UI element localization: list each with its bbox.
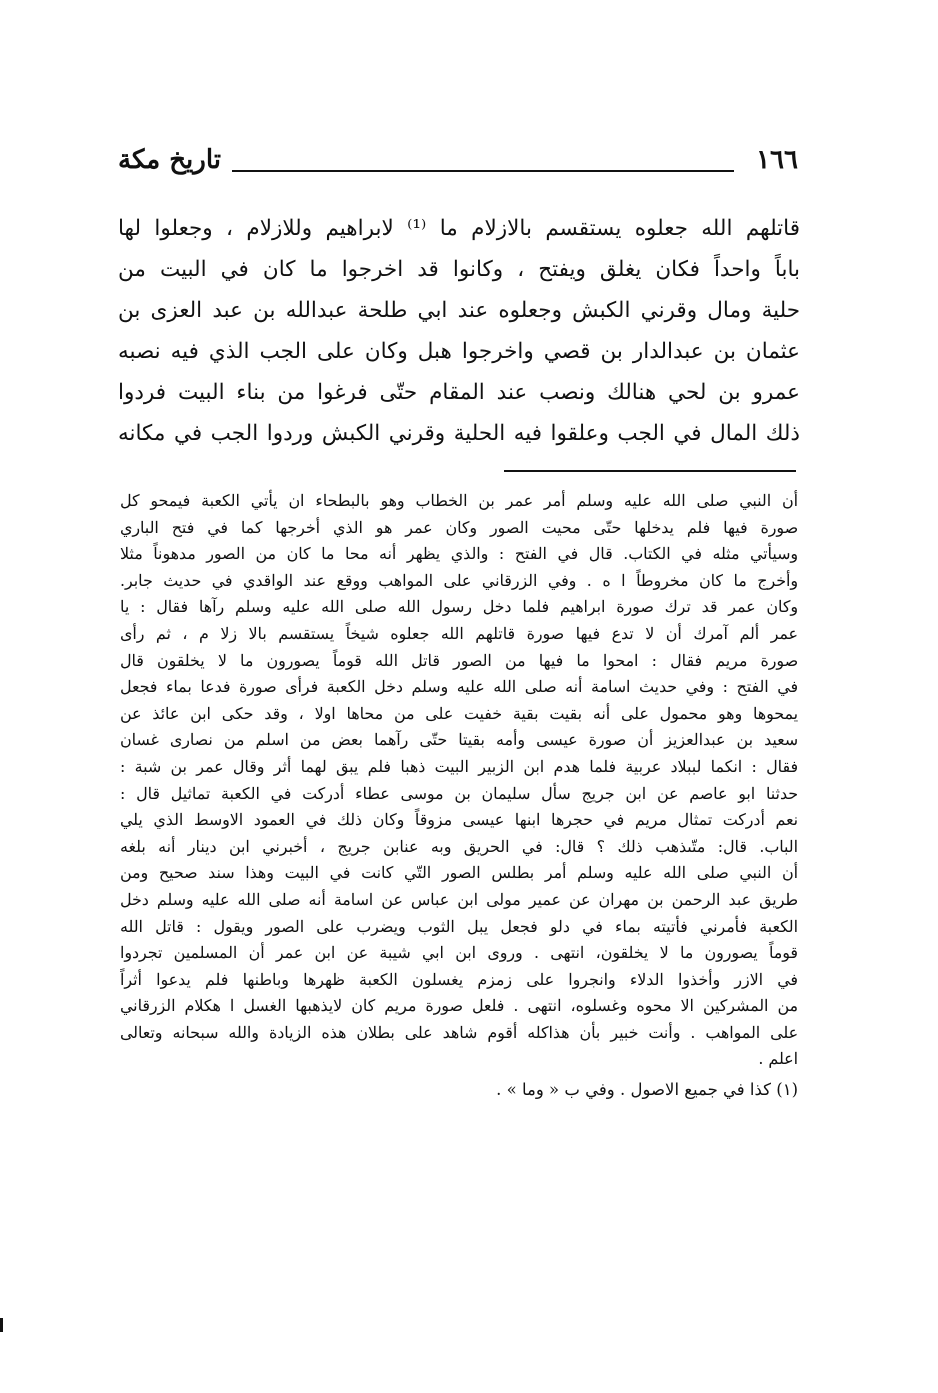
main-text-block xyxy=(118,208,800,454)
footnote-line: من المشركين الا محوه وغسلوه، انتهى . فلعل صورة مريم كان لايذهبها الغسل ا هكلام الزرقاني xyxy=(120,996,798,1016)
main-text-line: باباً واحداً فكان يغلق ويفتح ، وكانوا قد اخرجوا ما كان في البيت من xyxy=(118,257,800,282)
footnote-line: وأخرج ما كان مخروطاً ا ه . وفي الزرقاني على المواهب ووقع عند الواقدي في حديث جابر. xyxy=(120,570,798,590)
footnote-line: نعم أدركت تمثال مريم في حجرها ابنها عيسى مزوقاً وكان ذلك في العمود الاوسط الذي يلي xyxy=(120,810,798,830)
footnote-line: وكان عمر قد ترك صورة ابراهيم فلما دخل رسول الله صلى الله عليه وسلم رآها فقال : يا xyxy=(120,597,798,617)
footnote-line: حدثنا ابو عاصم عن ابن جريج سأل سليمان بن موسى عطاء أدركت في الكعبة تماثيل قال : xyxy=(120,783,798,803)
main-text-line: عمرو بن لحي هنالك ونصب عند المقام حتّى فرغوا من بناء البيت فردوا xyxy=(118,380,800,405)
numbered-footnote: (١) كذا في جميع الاصول . وفي ب « وما » . xyxy=(496,1080,798,1100)
footnote-line: عمر ألم آمرك أن لا تدع فيها صورة قاتلهم الله جعلوه شيخاً يستقسم بالا زلا م ، ثم رأى xyxy=(120,623,798,643)
footnote-line: الباب. قال: متّىذهب ذلك ؟ قال: في الحريق وبه عنابن جريج ، أخبرني ابن دينار أنه بلغه xyxy=(120,836,798,856)
header-rule xyxy=(232,170,734,172)
main-text-line: حلية ومال وقرني الكبش وجعلوه عند ابي طلحة عبدالله بن عبد العزى بن xyxy=(118,298,800,323)
main-text-line: قاتلهم الله جعلوه يستقسم بالازلام ما ⁽¹⁾ لابراهيم وللازلام ، وجعلوا لها xyxy=(118,216,800,241)
footnote-line: اعلم . xyxy=(758,1049,798,1069)
footnote-line: على المواهب . وأنت خبير بأن هذاكله أقوم شاهد على بطلان هذه الزيادة والله سبحانه وتعالى xyxy=(120,1022,798,1042)
footnote-line: قوماً يصورون ما لا يخلقون، انتهى . وروى ابن ابي شيبة عن ابن عمر أن المسلمين تجردوا xyxy=(120,943,798,963)
footnote-line: صورة فيها فلم يدخلها حتّى محيت الصور وكان عمر هو الذي أخرجها كما في فتح الباري xyxy=(120,517,798,537)
footnote-line: صورة مريم فقال : امحوا ما فيها من الصور قاتل الله قوماً يصورون ما لا يخلقون قال xyxy=(120,650,798,670)
footnote-line: في الازر وأخذوا الدلاء وانجروا على زمزم يغسلون الكعبة ظهرها وباطنها فلم يدعوا أثراً xyxy=(120,969,798,989)
footnote-line: سعيد بن عبدالعزيز أن صورة عيسى وأمه بقيتا حتّى رآهما بعض من اسلم من نصارى غسان xyxy=(120,730,798,750)
footnote-line: وسيأتي مثله في الكتاب. قال في الفتح : والذي يظهر أنه محا ما كان من الصور مدهوناً مثلا xyxy=(120,544,798,564)
page-header xyxy=(118,142,798,182)
footnote-line: يمحوها وهو محمول على أنه بقيت بقية خفيت على من محاها اولا ، وقد حكى ابن عائذ عن xyxy=(120,703,798,723)
page-number: ١٦٦ xyxy=(756,145,798,175)
footnote-line: فقال : انكما لببلاد عربية فلما هدم ابن الزبير البيت ذهبا فلم يبق لهما أثر وقال عمر بن شبة : xyxy=(120,756,798,776)
main-text-line: عثمان بن عبدالدار بن قصي واخرجوا هبل وكان على الجب الذي فيه نصبه xyxy=(118,339,800,364)
footnote-line: أن النبي صلى الله عليه وسلم أمر بطلس الصور التّي كانت في البيت وهذا سند صحيح ومن xyxy=(120,863,798,883)
footnote-line: أن النبي صلى الله عليه وسلم أمر عمر بن الخطاب وهو بالبطحاء ان يأتي الكعبة فيمحو كل xyxy=(120,491,798,510)
main-text-line: ذلك المال في الجب وعلقوا فيه الحلية وقرني الكبش وردوا الجب في مكانه xyxy=(118,421,800,446)
footnote-line: في الفتح : وفي حديث اسامة أنه صلى الله عليه وسلم دخل الكعبة فرأى صورة فدعا بماء فجعل xyxy=(120,677,798,697)
running-title: تاريخ مكة xyxy=(118,145,222,175)
scan-edge-mark xyxy=(0,1318,3,1332)
footnote-line: طريق عبد الرحمن بن مهران عن عمير مولى ابن عباس عن اسامة أنه صلى الله عليه وسلم دخل xyxy=(120,889,798,909)
footnotes-block xyxy=(120,488,798,1104)
footnote-separator xyxy=(504,470,796,472)
footnote-line: الكعبة فأمرني فأتيته بماء في دلو فجعل يبل الثوب ويضرب على الصور ويقول : قاتل الله xyxy=(120,916,798,936)
